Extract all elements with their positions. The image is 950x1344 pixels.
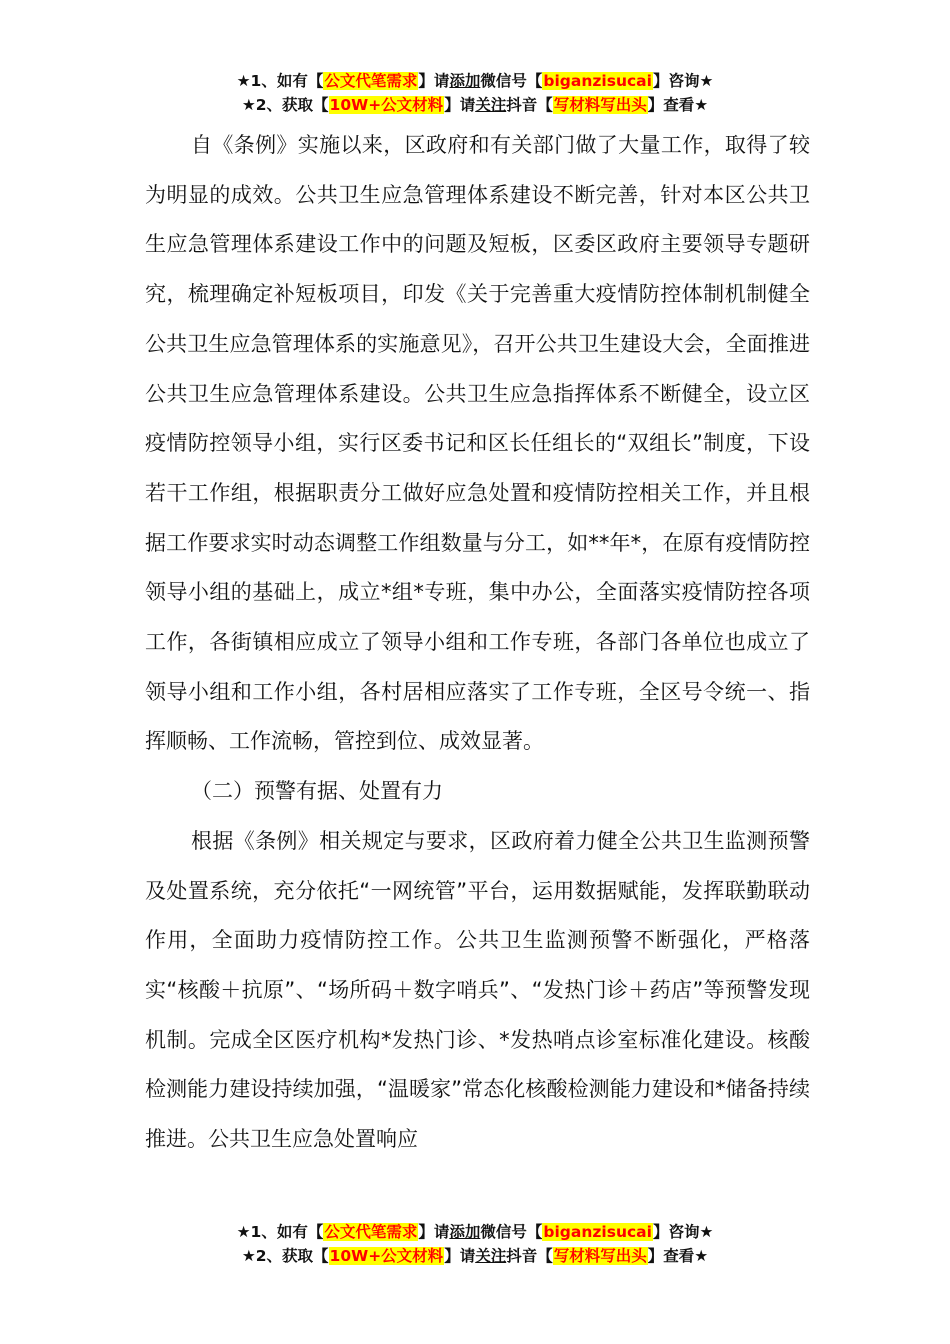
promo-text: ★2、获取【 bbox=[241, 1247, 329, 1265]
promo-text: 】请 bbox=[444, 1247, 476, 1265]
promo-highlight: biganzisucai bbox=[543, 1223, 652, 1241]
promo-text: 】咨询★ bbox=[652, 72, 714, 90]
promo-highlight: 写材料写出头 bbox=[553, 96, 647, 114]
promo-text: 】请 bbox=[418, 72, 450, 90]
promo-highlight: 10W+公文材料 bbox=[329, 1247, 444, 1265]
promo-text: 】查看★ bbox=[647, 1247, 709, 1265]
promo-underlined-text: 添加 bbox=[449, 1223, 481, 1241]
header-promo-banner bbox=[0, 69, 950, 117]
promo-text: 抖音【 bbox=[506, 1247, 553, 1265]
promo-text: 微信号【 bbox=[480, 1223, 543, 1241]
promo-line-1 bbox=[0, 69, 950, 93]
footer-promo-banner bbox=[0, 1220, 950, 1268]
promo-text: 】查看★ bbox=[647, 96, 709, 114]
promo-underlined-text: 关注 bbox=[475, 96, 507, 114]
promo-text: 】咨询★ bbox=[652, 1223, 714, 1241]
promo-highlight: 公文代笔需求 bbox=[324, 72, 418, 90]
promo-highlight: biganzisucai bbox=[543, 72, 652, 90]
promo-text: ★1、如有【 bbox=[236, 1223, 324, 1241]
promo-highlight: 10W+公文材料 bbox=[329, 96, 444, 114]
promo-highlight: 公文代笔需求 bbox=[324, 1223, 418, 1241]
promo-text: ★1、如有【 bbox=[236, 72, 324, 90]
promo-line-2 bbox=[0, 93, 950, 117]
promo-underlined-text: 添加 bbox=[449, 72, 481, 90]
document-body bbox=[145, 121, 810, 1165]
promo-text: 】请 bbox=[444, 96, 476, 114]
promo-highlight: 写材料写出头 bbox=[553, 1247, 647, 1265]
body-paragraph-2: 根据《条例》相关规定与要求，区政府着力健全公共卫生监测预警及处置系统，充分依托“一网统管”平台，运用数据赋能，发挥联勤联动作用，全面助力疫情防控工作。公共卫生监测预警不断强化，严格落实“核酸＋抗原”、“场所码＋数字哨兵”、“发热门诊＋药店”等预警发现机制。完成全区医疗机构*发热门诊、*发热哨点诊室标准化建设。核酸检测能力建设持续加强，“温暖家”常态化核酸检测能力建设和*储备持续推进。公共卫生应急处置响应 bbox=[145, 828, 810, 1152]
promo-line-1 bbox=[0, 1220, 950, 1244]
promo-text: ★2、获取【 bbox=[241, 96, 329, 114]
promo-text: 微信号【 bbox=[480, 72, 543, 90]
body-paragraph-1: 自《条例》实施以来，区政府和有关部门做了大量工作，取得了较为明显的成效。公共卫生应急管理体系建设不断完善，针对本区公共卫生应急管理体系建设工作中的问题及短板，区委区政府主要领导专题研究，梳理确定补短板项目，印发《关于完善重大疫情防控体制机制健全公共卫生应急管理体系的实施意见》，召开公共卫生建设大会，全面推进公共卫生应急管理体系建设。公共卫生应急指挥体系不断健全，设立区疫情防控领导小组，实行区委书记和区长任组长的“双组长”制度，下设若干工作组，根据职责分工做好应急处置和疫情防控相关工作，并且根据工作要求实时动态调整工作组数量与分工，如**年*，在原有疫情防控领导小组的基础上，成立*组*专班，集中办公，全面落实疫情防控各项工作，各街镇相应成立了领导小组和工作专班，各部门各单位也成立了领导小组和工作小组，各村居相应落实了工作专班，全区号令统一、指挥顺畅、工作流畅，管控到位、成效显著。 bbox=[145, 133, 810, 754]
promo-text: 】请 bbox=[418, 1223, 450, 1241]
promo-text: 抖音【 bbox=[506, 96, 553, 114]
section-heading: （二）预警有据、处置有力 bbox=[191, 779, 443, 804]
promo-underlined-text: 关注 bbox=[475, 1247, 507, 1265]
promo-line-2 bbox=[0, 1244, 950, 1268]
